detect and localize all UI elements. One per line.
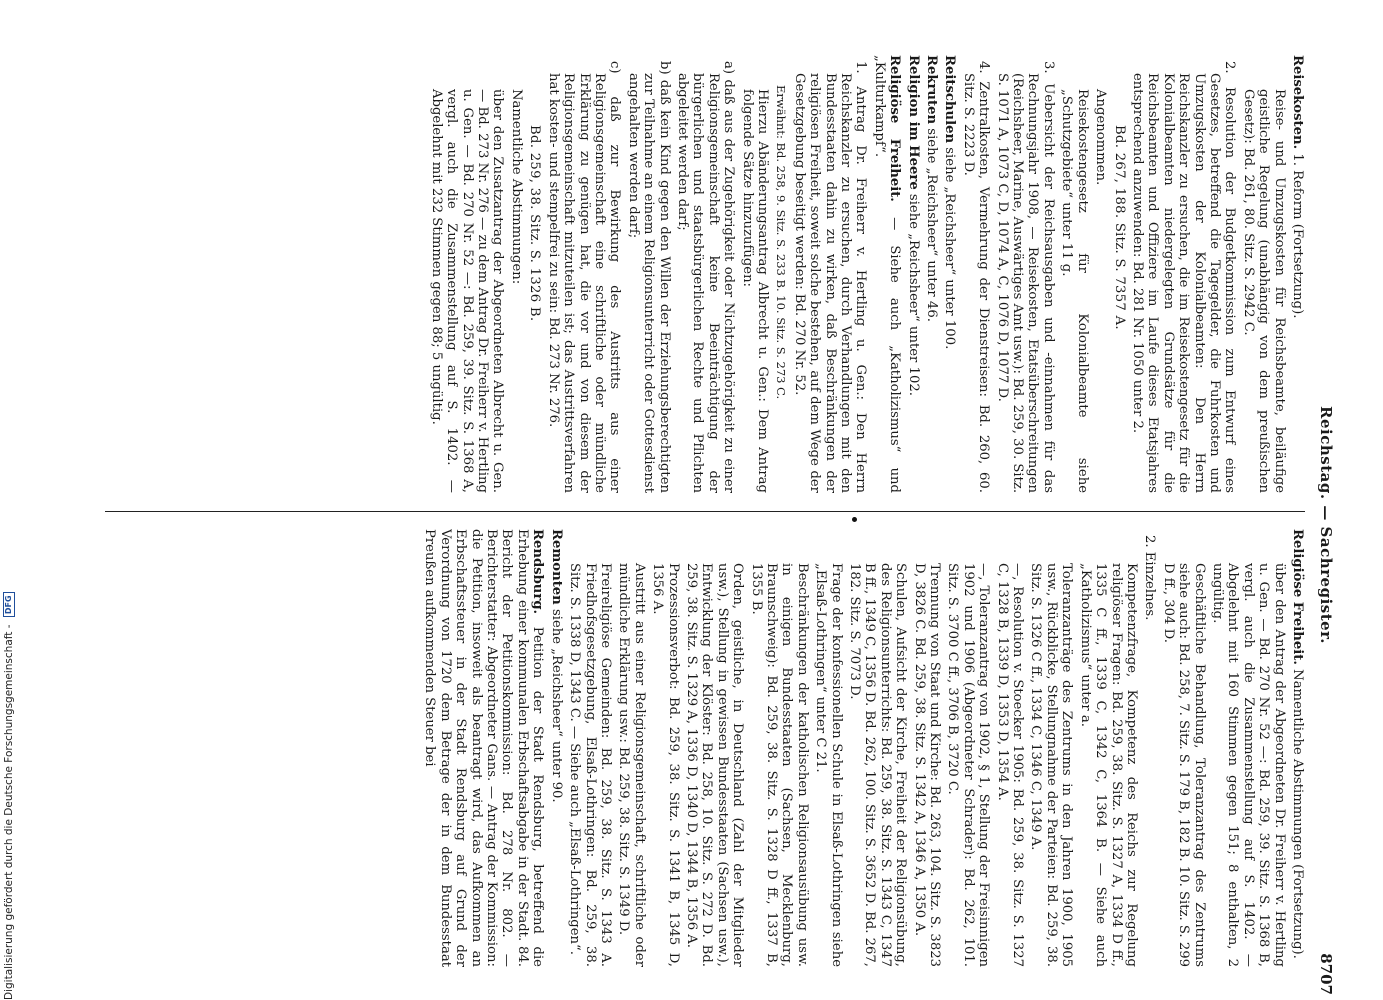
running-title: Reichstag. — Sachregister. — [1317, 406, 1335, 644]
index-entry: 3. Uebersicht der Reichsausgaben und -einnahmen für das Rechnungsjahr 1908, — Reisekosten, Etatsüberschreitungen (Reichsheer, Marine, Auswärtiges Amt usw.): Bd. 259, 30. Sitz. S. 1071 A, 1073 C, D, 1074 A, C, 1076 D, 1077 D. — [994, 61, 1056, 493]
index-entry: Angenommen. — [1093, 89, 1109, 186]
entry-body: 1. Reform (Fortsetzung). — [1290, 153, 1305, 319]
index-entry: —, Toleranzantrag von 1902, § 1, Stellung der Freisinnigen 1902 und 1906 (Abgeordneter Schrader): Bd. 262, 101. Sitz. S. 3700 C ff., 3706 B, 3720 C. — [945, 563, 992, 967]
column-divider — [105, 511, 1305, 512]
index-entry — [924, 55, 939, 493]
index-entry: Reise- und Umzugskosten für Reichsbeamte, beiläufige geistliche Regelung (unabhängig von dem preußischen Gesetz): Bd. 261, 80. Sitz. S. 2942 C. — [1240, 89, 1287, 493]
entry-heading: Reisekosten. — [1290, 55, 1305, 150]
index-entry: Orden, geistliche, in Deutschland (Zahl der Mitglieder usw.), Stellung in gewissen Bundesstaaten (Sachsen usw.), Entwicklung der Klöster: Bd. 258, 10. Sitz. S. 272 D. Bd. 259, 38. Sitz. S. 1329 A, 1336 D, 1340 D, 1344 B, 1356 A. — [683, 563, 746, 967]
index-entry: c) daß zur Bewirkung des Austritts aus einer Religionsgemeinschaft eine schriftliche oder mündliche Erklärung zu genügen hat, die vor und von diesem der Religionsgemeinschaft mitzuteilen ist; das Austrittsverfahren hat kosten- und stempelfrei zu sein: Bd. 273 Nr. 276. — [545, 61, 623, 493]
index-entry: b) daß kein Kind gegen den Willen der Erziehungsberechtigten zur Teilnahme an einem Religionsunterricht oder Gottesdienst angehalten werden darf; — [625, 61, 672, 493]
entry-heading: Remonten — [548, 529, 564, 605]
index-entry: Trennung von Staat und Kirche: Bd. 263, 104. Sitz. S. 3823 D, 3826 C. Bd. 259, 38. Sitz. S. 1342 A, 1346 A, 1350 A. — [911, 563, 943, 967]
index-page — [60, 55, 1335, 995]
index-entry — [1290, 55, 1305, 493]
index-entry: über den Antrag der Abgeordneten Dr. Freiherr v. Hertling u. Gen. — Bd. 270 Nr. 52 —: Bd. 259, 39. Sitz. S. 1368 B, vergl. auch die Zusammenstellung auf S. 1402. — Abgelehnt mit 160 Stimmen gegen 151; 8 enthalten, 2 ungültig. — [1209, 563, 1287, 967]
index-entry: Bd. 259, 38. Sitz. S. 1326 B. — [527, 125, 543, 322]
entry-body: siehe „Reichsheer“ unter 90. — [548, 608, 564, 803]
digitization-credit — [2, 10, 16, 1000]
entry-body: Petition der Stadt Rendsburg, betreffend die Erhebung einer kommunalen Erbschaftsabgabe in der Stadt. 84. Bericht der Petitionskommission: Bd. 278 Nr. 802. — Berichterstatter: Abgeordneter Gans. — Antrag der Kommission: die Petition, insoweit als beantragt wird, das Aufkommen an Erbschaftssteuer in der Stadt Rendsburg auf Grund der Verordnung von 1720 dem Betrage der in dem Bundesstaat Preußen aufkommenden Steuer bei — [422, 529, 546, 967]
index-entry: Erwähnt: Bd. 258, 9. Sitz. S. 233 B. 10. Sitz. S. 273 C. — [774, 85, 789, 400]
index-entry: Beschränkungen der katholischen Religionsausübung usw. in einigen Bundesstaaten (Sachsen, Mecklenburg, Braunschweig): Bd. 259, 38. Sitz. S. 1328 D ff., 1337 B, 1355 B. — [748, 563, 810, 967]
page-header — [1313, 55, 1335, 995]
index-entry: 2. Resolution der Budgetkommission zum Entwurf eines Gesetzes, betreffend die Tagegelder, die Fuhrkosten und Umzugskosten der Kolonialbeamten: Den Herrn Reichskanzler zu ersuchen, die im Reisekostengesetz für die Kolonialbeamten niedergelegten Grundsätze für die Reichsbeamten und Offiziere im Laufe dieses Etatsjahres entsprechend anzuwenden: Bd. 281 Nr. 1050 unter 2. — [1129, 61, 1238, 493]
index-entry — [871, 55, 902, 493]
index-entry: Prozessionsverbot: Bd. 259, 38. Sitz. S. 1341 B, 1345 D, 1356 A. — [650, 563, 681, 967]
entry-heading: Religiöse Freiheit. — [887, 55, 903, 202]
index-entry: Bd. 267, 188. Sitz. S. 7357 A. — [1111, 125, 1127, 330]
index-entry: Frage der konfessionellen Schule in Elsaß-Lothringen siehe „Elsaß-Lothringen“ unter C 21. — [813, 563, 844, 967]
index-entry: Hierzu Abänderungsantrag Albrecht u. Gen.: Dem Antrag folgende Sätze hinzuzufügen: — [739, 89, 770, 493]
index-entry — [905, 55, 920, 493]
entry-body: — Siehe auch „Katholizismus“ und „Kulturkampf“. — [871, 55, 903, 493]
entry-heading: Rekruten — [924, 55, 940, 125]
dfg-logo: DFG — [3, 592, 15, 617]
entry-body: Namentliche Abstimmungen (Fortsetzung). — [1290, 669, 1305, 959]
index-entry: 1. Antrag Dr. Freiherr v. Hertling u. Gen.: Den Herrn Reichskanzler zu ersuchen, durch Verhandlungen mit den Bundesstaaten dahin zu wirken, daß Beschränkungen der religiösen Freiheit, soweit solche bestehen, auf dem Wege der Gesetzgebung beseitigt werden: Bd. 270 Nr. 52. — [791, 61, 869, 493]
credit-text: Digitalisierung gefördert durch die Deutsche Forschungsgemeinschaft - — [3, 624, 15, 1000]
left-column — [65, 55, 1305, 493]
index-entry: über den Zusatzantrag der Abgeordneten Albrecht u. Gen. — Bd. 273 Nr. 276 — zu dem Antrag Dr. Freiherr v. Hertling u. Gen. — Bd. 270 Nr. 52 —: Bd. 259, 39. Sitz. S. 1368 A, vergl. auch die Zusammenstellung auf S. 1402. — Abgelehnt mit 232 Stimmen gegen 88; 5 ungültig. — [428, 89, 506, 493]
index-entry: Geschäftliche Behandlung, Toleranzantrag des Zentrums siehe auch: Bd. 258, 7. Sitz. S. 179 B, 182 B. 10. Sitz. S. 299 D ff., 304 D. — [1160, 563, 1207, 967]
index-entry — [422, 529, 545, 967]
page-number: 8707 — [1317, 953, 1335, 995]
index-entry — [942, 55, 957, 493]
index-entry — [1290, 529, 1305, 967]
index-entry: Austritt aus einer Religionsgemeinschaft, schriftliche oder mündliche Erklärung usw.: Bd. 259, 38. Sitz. S. 1349 D. — [616, 563, 647, 967]
index-entry: —, Resolution v. Stoecker 1905: Bd. 259, 38. Sitz. S. 1327 C, 1328 B, 1339 D, 1353 D, 1354 A. — [994, 563, 1026, 967]
entry-heading: Religiöse Freiheit. — [1290, 529, 1305, 665]
index-entry: Reisekostengesetz für Kolonialbeamte siehe „Schutzgebiete“ unter 11 g. — [1059, 89, 1090, 493]
entry-body: siehe „Reichsheer“ unter 100. — [942, 147, 958, 350]
margin-dot — [852, 517, 857, 522]
index-entry: 4. Zentralkosten, Vermehrung der Dienstreisen: Bd. 260, 60. Sitz. S. 2223 D. — [960, 61, 992, 493]
entry-heading: Religion im Heere — [905, 55, 921, 190]
right-column — [65, 529, 1305, 967]
index-entry: Freireligiöse Gemeinden: Bd. 259, 38. Sitz. S. 1343 A. Friedhofsgesetzgebung, Elsaß-Lothringen: Bd. 259, 38. Sitz. S. 1338 D, 1343 C. — Siehe auch „Elsaß-Lothringen“. — [567, 563, 613, 967]
index-entry: Namentliche Abstimmungen: — [508, 89, 524, 285]
index-entry: Schulen, Aufsicht der Kirche, Freiheit der Religionsübung, des Religionsunterrichts: Bd. 259, 38. Sitz. S. 1343 C, 1347 B ff., 1349 C, 1356 D. Bd. 262, 100. Sitz. S. 3652 D. Bd. 267, 182. Sitz. S. 7073 D. — [847, 563, 909, 967]
entry-body: siehe „Reichsheer“ unter 102. — [905, 193, 921, 396]
index-entry: a) daß aus der Zugehörigkeit oder Nichtzugehörigkeit zu einer Religionsgemeinschaft keine Beeinträchtigung der bürgerlichen und staatsbürgerlichen Rechte und Pflichten abgeleitet werden darf; — [674, 61, 737, 493]
index-entry: 2. Einzelnes. — [1142, 535, 1158, 621]
entry-heading: Reitschulen — [942, 55, 958, 144]
index-entry — [548, 529, 563, 967]
entry-body: siehe „Reichsheer“ unter 46. — [924, 128, 940, 322]
index-entry: Toleranzanträge des Zentrums in den Jahren 1900, 1905 usw., Rückblicke, Stellungnahme der Parteien: Bd. 259, 38. Sitz. S. 1326 C ff., 1334 C, 1346 C, 1349 A. — [1028, 563, 1075, 967]
index-entry: Kompetenzfrage, Kompetenz des Reichs zur Regelung religiöser Fragen: Bd. 259, 38. Sitz. S. 1327 A, 1334 D ff., 1335 C ff., 1339 C, 1342 C, 1364 B. — Siehe auch „Katholizismus“ unter a. — [1077, 563, 1139, 967]
entry-heading: Rendsburg. — [530, 529, 546, 615]
